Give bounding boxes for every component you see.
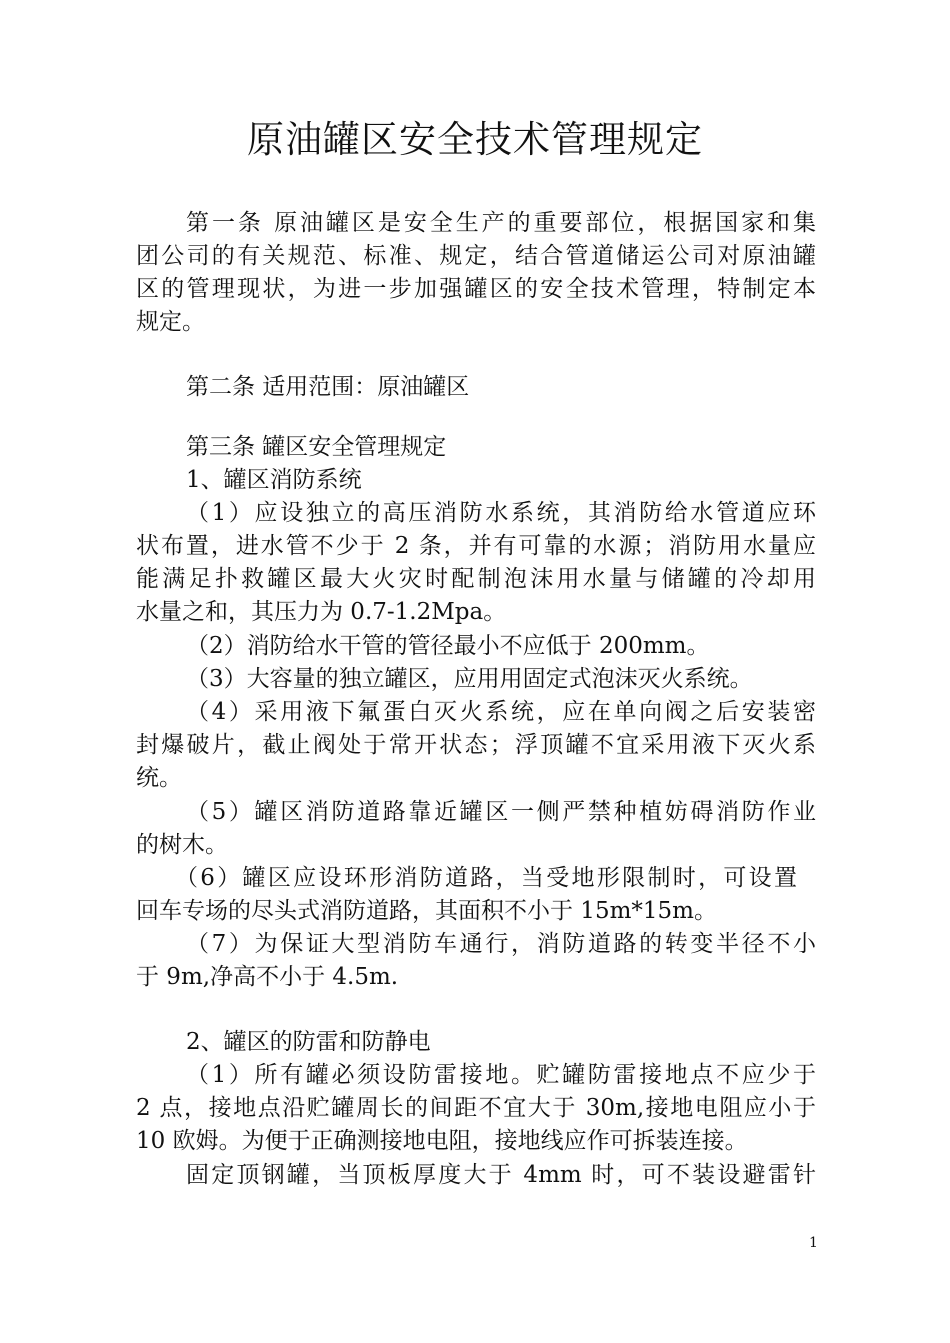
paragraph-line: 10 欧姆。为便于正确测接地电阻，接地线应作可拆装连接。	[136, 1128, 748, 1154]
section-heading: 第三条 罐区安全管理规定	[186, 434, 447, 460]
paragraph-line: （7）为保证大型消防车通行，消防道路的转变半径不小	[186, 931, 816, 957]
paragraph-line: 2 点，接地点沿贮罐周长的间距不宜大于 30m,接地电阻应小于	[136, 1095, 816, 1121]
paragraph-line: （3）大容量的独立罐区，应用用固定式泡沫灭火系统。	[186, 666, 753, 692]
paragraph-line: 于 9m,净高不小于 4.5m.	[136, 964, 399, 990]
paragraph-line: 第一条 原油罐区是安全生产的重要部位，根据国家和集	[186, 210, 816, 236]
paragraph-line: 水量之和，其压力为 0.7-1.2Mpa。	[136, 599, 507, 625]
paragraph-line: （1）应设独立的高压消防水系统，其消防给水管道应环	[186, 500, 816, 526]
paragraph-line: （4）采用液下氟蛋白灭火系统，应在单向阀之后安装密	[186, 699, 816, 725]
page-number: 1	[809, 1235, 818, 1251]
subsection-heading: 1、罐区消防系统	[186, 467, 362, 493]
paragraph-line: （1）所有罐必须设防雷接地。贮罐防雷接地点不应少于	[186, 1062, 816, 1088]
paragraph-line: （5）罐区消防道路靠近罐区一侧严禁种植妨碍消防作业	[186, 799, 816, 825]
subsection-heading: 2、罐区的防雷和防静电	[186, 1029, 431, 1055]
paragraph-line: （2）消防给水干管的管径最小不应低于 200mm。	[186, 633, 710, 659]
paragraph-line: 统。	[136, 765, 182, 791]
paragraph-line: 团公司的有关规范、标准、规定，结合管道储运公司对原油罐	[136, 243, 816, 269]
document-title: 原油罐区安全技术管理规定	[247, 118, 703, 161]
paragraph-line: （6）罐区应设环形消防道路，当受地形限制时，可设置	[175, 865, 797, 891]
paragraph-line: 状布置，进水管不少于 2 条，并有可靠的水源；消防用水量应	[136, 533, 816, 559]
paragraph-line: 第二条 适用范围：原油罐区	[186, 374, 470, 400]
paragraph-line: 固定顶钢罐，当顶板厚度大于 4mm 时，可不装设避雷针	[186, 1162, 816, 1188]
paragraph-line: 封爆破片，截止阀处于常开状态；浮顶罐不宜采用液下灭火系	[136, 732, 816, 758]
paragraph-line: 规定。	[136, 309, 205, 335]
paragraph-line: 能满足扑救罐区最大火灾时配制泡沫用水量与储罐的冷却用	[136, 566, 816, 592]
paragraph-line: 区的管理现状，为进一步加强罐区的安全技术管理，特制定本	[136, 276, 816, 302]
paragraph-line: 的树木。	[136, 832, 228, 858]
paragraph-line: 回车专场的尽头式消防道路，其面积不小于 15m*15m。	[136, 898, 717, 924]
